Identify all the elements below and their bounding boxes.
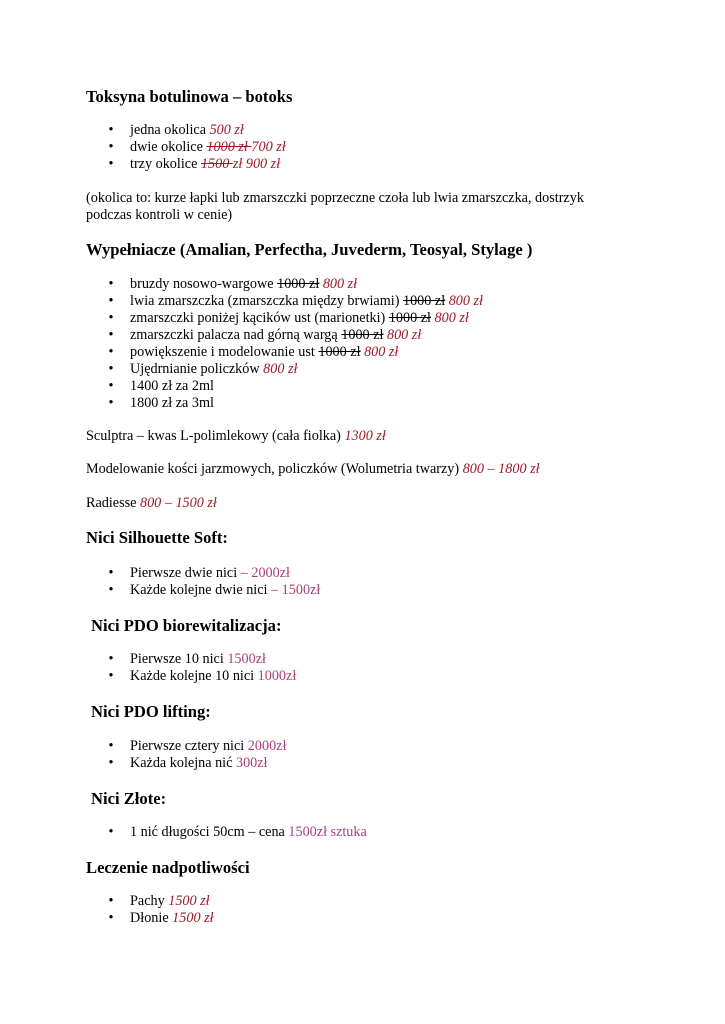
item-price: – 1500zł	[271, 582, 321, 598]
item-label: dwie okolice	[130, 139, 207, 155]
list-item	[106, 327, 483, 344]
item-label: 1400 zł za 2ml	[130, 378, 214, 394]
bullet-icon: •	[108, 378, 114, 394]
item-price: zł 900 zł	[232, 156, 281, 172]
list-item	[106, 910, 214, 927]
list-item	[106, 276, 483, 293]
item-price: 1500 zł	[168, 893, 210, 909]
item-price: – 2000zł	[240, 565, 290, 581]
item-label: Pierwsze 10 nici	[130, 651, 228, 667]
section-title-silhouette: Nici Silhouette Soft:	[86, 528, 228, 547]
item-label: zmarszczki palacza nad górną wargą	[130, 327, 342, 343]
sculptra-line	[86, 428, 386, 446]
item-price: 1500zł	[227, 651, 266, 667]
botox-list	[106, 122, 286, 173]
list-item	[106, 893, 214, 910]
list-item	[106, 361, 483, 378]
list-item	[106, 122, 286, 139]
list-item	[106, 668, 296, 685]
section-title-pdo-lifting: Nici PDO lifting:	[91, 702, 211, 721]
item-label: jedna okolica	[130, 122, 210, 138]
item-label: 1800 zł za 3ml	[130, 395, 214, 411]
item-price: 800 zł	[263, 361, 298, 377]
item-label: Dłonie	[130, 910, 173, 926]
item-price: 800 zł	[360, 344, 399, 360]
section-title-hyperhidrosis: Leczenie nadpotliwości	[86, 858, 250, 877]
item-price: 2000zł	[247, 738, 287, 754]
list-item	[106, 344, 483, 361]
radiesse-line	[86, 495, 217, 513]
volumetria-line	[86, 461, 540, 479]
bullet-icon: •	[108, 910, 114, 926]
botox-note-line-1: (okolica to: kurze łapki lub zmarszczki poprzeczne czoła lub lwia zmarszczka, dostrzyk	[86, 190, 584, 206]
bullet-icon: •	[108, 156, 114, 172]
list-item	[106, 156, 286, 173]
bullet-icon: •	[108, 327, 114, 343]
list-item	[106, 293, 483, 310]
bullet-icon: •	[108, 893, 114, 909]
bullet-icon: •	[108, 565, 114, 581]
item-price: 1300 zł	[344, 428, 386, 444]
list-item	[106, 310, 483, 327]
item-price: 1000zł	[257, 668, 297, 684]
item-price: 500 zł	[209, 122, 244, 138]
item-label: Pierwsze cztery nici	[130, 738, 248, 754]
item-label: zmarszczki poniżej kącików ust (marionetki)	[130, 310, 389, 326]
pdo-bio-list	[106, 651, 296, 685]
section-title-gold: Nici Złote:	[91, 789, 167, 808]
item-price: 800 – 1500 zł	[139, 495, 217, 511]
hyperhidrosis-list	[106, 893, 214, 927]
list-item	[106, 582, 320, 599]
item-price: 800 zł	[431, 310, 469, 326]
item-price: 700 zł	[251, 139, 286, 155]
item-label: Pachy	[130, 893, 169, 909]
item-price: 800 zł	[319, 276, 358, 292]
item-old-price: 1000 zł	[277, 276, 320, 292]
bullet-icon: •	[108, 651, 114, 667]
gold-list	[106, 824, 367, 841]
item-label: Każde kolejne 10 nici	[130, 668, 258, 684]
silhouette-list	[106, 565, 320, 599]
bullet-icon: •	[108, 361, 114, 377]
pdo-lifting-list	[106, 738, 286, 772]
item-label: 1 nić długości 50cm – cena	[130, 824, 289, 840]
item-price: 800 – 1800 zł	[462, 461, 540, 477]
list-item	[106, 395, 483, 412]
item-label: powiększenie i modelowanie ust	[130, 344, 319, 360]
item-label: Sculptra – kwas L-polimlekowy (cała fiolka)	[86, 428, 345, 444]
list-item	[106, 378, 483, 395]
bullet-icon: •	[108, 668, 114, 684]
item-label: Każda kolejna nić	[130, 755, 236, 771]
item-label: trzy okolice	[130, 156, 201, 172]
bullet-icon: •	[108, 310, 114, 326]
list-item	[106, 565, 320, 582]
item-old-price: 1000 zł	[388, 310, 431, 326]
item-old-price: 1500	[200, 156, 233, 172]
item-label: Pierwsze dwie nici	[130, 565, 241, 581]
bullet-icon: •	[108, 755, 114, 771]
item-old-price: 1000 zł	[206, 139, 252, 155]
item-label: Każde kolejne dwie nici	[130, 582, 272, 598]
section-title-fillers: Wypełniacze (Amalian, Perfectha, Juvederm, Teosyal, Stylage )	[86, 240, 533, 259]
bullet-icon: •	[108, 344, 114, 360]
bullet-icon: •	[108, 293, 114, 309]
section-title-botox: Toksyna botulinowa – botoks	[86, 87, 293, 106]
bullet-icon: •	[108, 582, 114, 598]
item-price: 1500 zł	[172, 910, 214, 926]
item-old-price: 1000 zł	[402, 293, 446, 309]
bullet-icon: •	[108, 738, 114, 754]
item-price: 800 zł	[445, 293, 483, 309]
bullet-icon: •	[108, 122, 114, 138]
bullet-icon: •	[108, 395, 114, 411]
bullet-icon: •	[108, 139, 114, 155]
botox-note-line-2: podczas kontroli w cenie)	[86, 207, 233, 223]
list-item	[106, 738, 286, 755]
item-old-price: 1000 zł	[318, 344, 361, 360]
item-price: 1500zł sztuka	[288, 824, 367, 840]
list-item	[106, 755, 286, 772]
list-item	[106, 651, 296, 668]
bullet-icon: •	[108, 824, 114, 840]
item-label: Modelowanie kości jarzmowych, policzków (Wolumetria twarzy)	[86, 461, 463, 477]
section-title-pdo-bio: Nici PDO biorewitalizacja:	[91, 616, 282, 635]
item-label: Radiesse	[86, 495, 140, 511]
list-item	[106, 824, 367, 841]
item-label: Ujędrnianie policzków	[130, 361, 264, 377]
item-price: 300zł	[235, 755, 268, 771]
list-item	[106, 139, 286, 156]
fillers-list	[106, 276, 483, 412]
item-label: lwia zmarszczka (zmarszczka między brwiami)	[130, 293, 403, 309]
item-price: 800 zł	[383, 327, 422, 343]
item-old-price: 1000 zł	[341, 327, 384, 343]
bullet-icon: •	[108, 276, 114, 292]
item-label: bruzdy nosowo-wargowe	[130, 276, 278, 292]
